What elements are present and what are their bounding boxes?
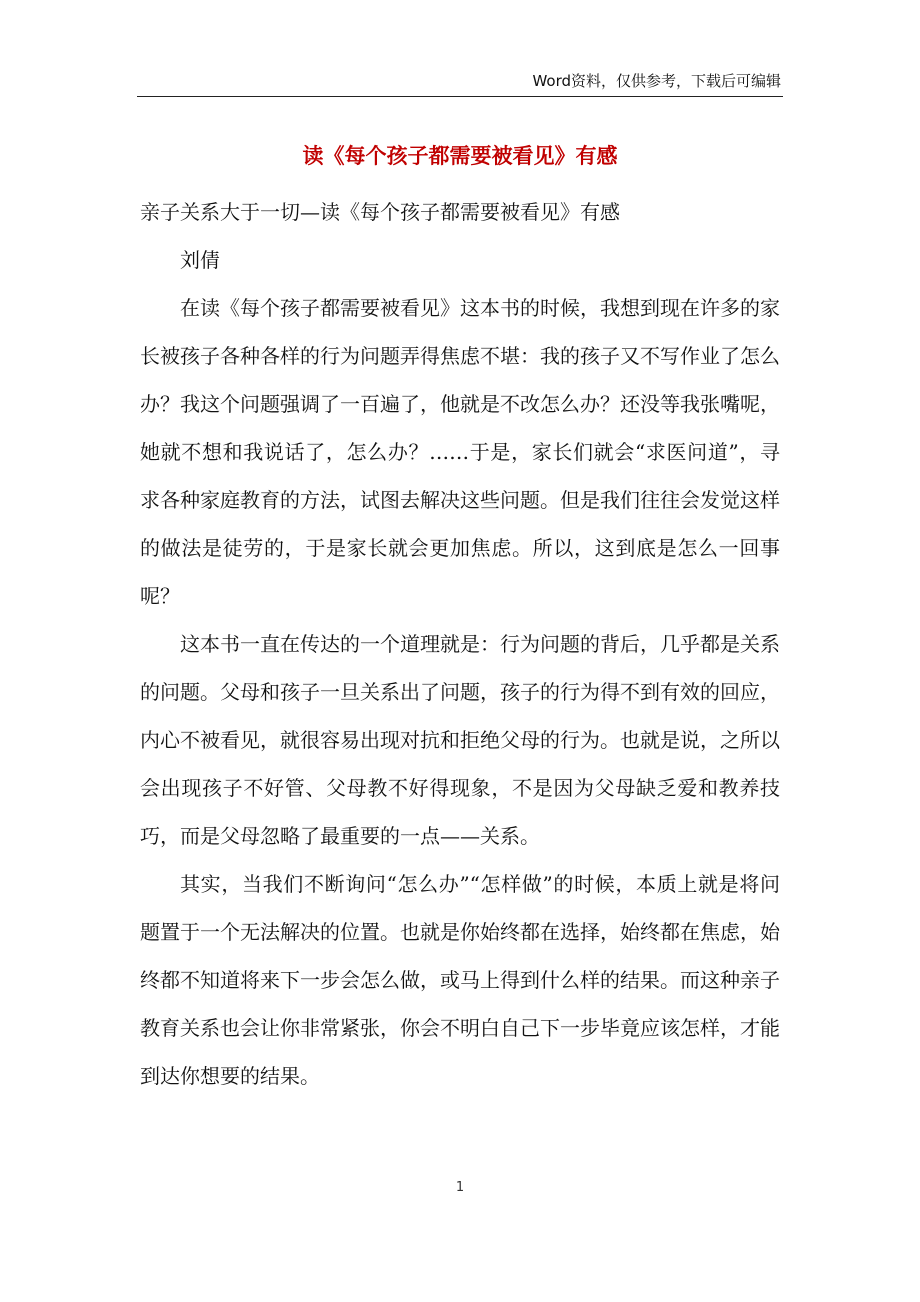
- header-divider: [137, 96, 783, 97]
- page-number: 1: [455, 1180, 465, 1195]
- header-note: Word资料，仅供参考，下载后可编辑: [532, 72, 781, 90]
- paragraph-3: 其实，当我们不断询问“怎么办”“怎样做”的时候，本质上就是将问题置于一个无法解决的位置。也就是你始终都在选择，始终都在焦虑，始终都不知道将来下一步会怎么做，或马上得到什么样的结果。而这种亲子教育关系也会让你非常紧张，你会不明白自己下一步毕竟应该怎样，才能到达你想要的结果。: [140, 872, 780, 1088]
- document-subtitle: 亲子关系大于一切—读《每个孩子都需要被看见》有感: [140, 200, 620, 224]
- document-title: 读《每个孩子都需要被看见》有感: [302, 144, 618, 168]
- author-name: 刘倩: [180, 248, 220, 272]
- document-body: [140, 188, 780, 1100]
- paragraph-1: 在读《每个孩子都需要被看见》这本书的时候，我想到现在许多的家长被孩子各种各样的行为问题弄得焦虑不堪：我的孩子又不写作业了怎么办？我这个问题强调了一百遍了，他就是不改怎么办？还没等我张嘴呢，她就不想和我说话了，怎么办？……于是，家长们就会“求医问道”，寻求各种家庭教育的方法，试图去解决这些问题。但是我们往往会发觉这样的做法是徒劳的，于是家长就会更加焦虑。所以，这到底是怎么一回事呢？: [140, 296, 780, 608]
- paragraph-2: 这本书一直在传达的一个道理就是：行为问题的背后，几乎都是关系的问题。父母和孩子一旦关系出了问题，孩子的行为得不到有效的回应，内心不被看见，就很容易出现对抗和拒绝父母的行为。也就是说，之所以会出现孩子不好管、父母教不好得现象，不是因为父母缺乏爱和教养技巧，而是父母忽略了最重要的一点——关系。: [140, 632, 780, 848]
